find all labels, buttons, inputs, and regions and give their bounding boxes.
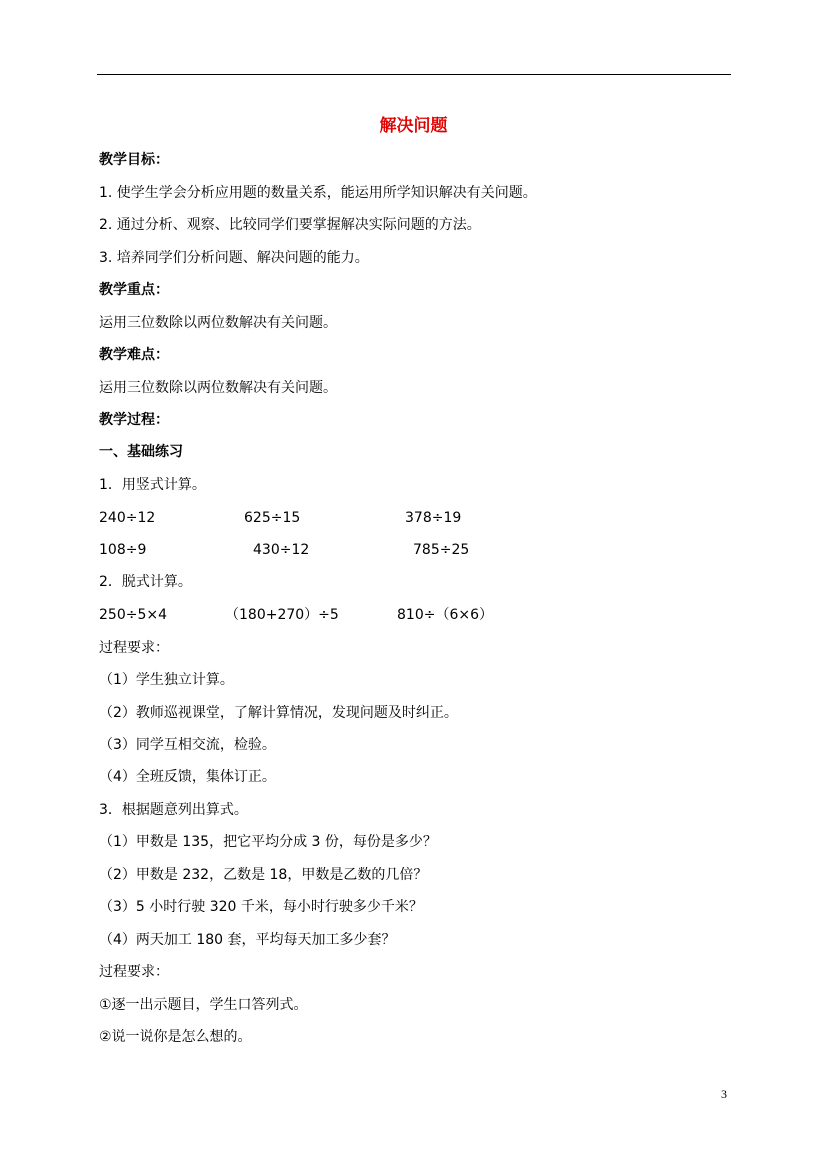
question-3: （3）5 小时行驶 320 千米，每小时行驶多少千米？ [99, 899, 423, 915]
item2-label: 2．脱式计算。 [99, 574, 192, 590]
requirements-label-1: 过程要求： [99, 640, 169, 656]
requirement-1-3: （3）同学互相交流，检验。 [99, 737, 276, 753]
requirements-label-2: 过程要求： [99, 964, 169, 980]
calc-2-3: 785÷25 [413, 542, 470, 558]
requirement-1-2: （2）教师巡视课堂，了解计算情况，发现问题及时纠正。 [99, 705, 458, 721]
question-4: （4）两天加工 180 套，平均每天加工多少套？ [99, 932, 396, 948]
calc-2-1: 108÷9 [99, 542, 147, 558]
key-heading: 教学重点： [99, 282, 169, 298]
question-1: （1）甲数是 135，把它平均分成 3 份，每份是多少？ [99, 834, 437, 850]
question-2: （2）甲数是 232，乙数是 18，甲数是乙数的几倍？ [99, 867, 428, 883]
key-text: 运用三位数除以两位数解决有关问题。 [99, 315, 337, 331]
objective-3: 3. 培养同学们分析问题、解决问题的能力。 [99, 250, 369, 266]
requirement-1-1: （1）学生独立计算。 [99, 672, 234, 688]
objectives-heading: 教学目标： [99, 152, 169, 168]
expr-1: 250÷5×4 [99, 607, 167, 623]
calc-2-2: 430÷12 [253, 542, 310, 558]
expr-3: 810÷（6×6） [397, 607, 493, 623]
page-number: 3 [721, 1087, 727, 1101]
requirement-1-4: （4）全班反馈，集体订正。 [99, 769, 276, 785]
objective-1: 1. 使学生学会分析应用题的数量关系，能运用所学知识解决有关问题。 [99, 185, 537, 201]
item1-label: 1．用竖式计算。 [99, 477, 206, 493]
calc-1-3: 378÷19 [405, 510, 462, 526]
requirement-2-2: ②说一说你是怎么想的。 [99, 1029, 252, 1045]
item3-label: 3．根据题意列出算式。 [99, 802, 248, 818]
requirement-2-1: ①逐一出示题目，学生口答列式。 [99, 997, 308, 1013]
objective-2: 2. 通过分析、观察、比较同学们要掌握解决实际问题的方法。 [99, 217, 481, 233]
section1-heading: 一、基础练习 [99, 444, 183, 460]
difficulty-text: 运用三位数除以两位数解决有关问题。 [99, 380, 337, 396]
calc-1-2: 625÷15 [244, 510, 301, 526]
expr-2: （180+270）÷5 [225, 607, 339, 623]
document-title: 解决问题 [379, 116, 448, 136]
calc-1-1: 240÷12 [99, 510, 156, 526]
difficulty-heading: 教学难点： [99, 347, 169, 363]
process-heading: 教学过程： [99, 412, 169, 428]
header-rule [97, 74, 731, 75]
